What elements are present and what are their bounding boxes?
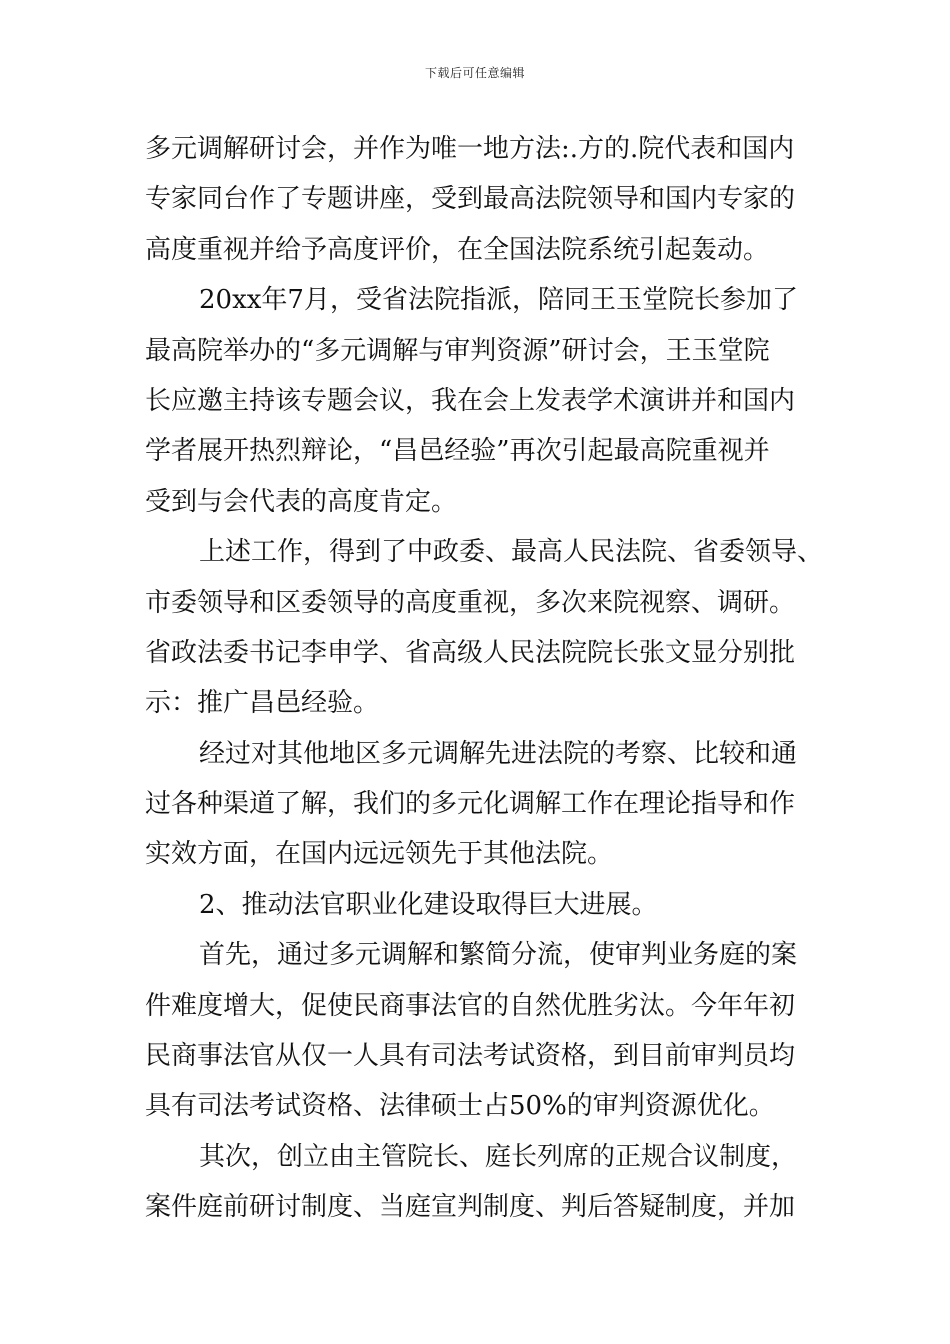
text-line: 经过对其他地区多元调解先进法院的考察、比较和通 (199, 738, 798, 769)
text-line: 件难度增大，促使民商事法官的自然优胜劣汰。今年年初 (145, 990, 796, 1021)
text-line: 学者展开热烈辩论，“昌邑经验”再次引起最高院重视并 (145, 436, 770, 467)
text-line: 民商事法官从仅一人具有司法考试资格，到目前审判员均 (145, 1041, 796, 1072)
page-header: 下载后可任意编辑 (424, 66, 525, 80)
text-line: 上述工作，得到了中政委、最高人民法院、省委领导、 (199, 537, 824, 568)
text-line: 具有司法考试资格、法律硕士占50%的审判资源优化。 (145, 1091, 775, 1122)
text-line: 最高院举办的“多元调解与审判资源”研讨会，王玉堂院 (145, 335, 770, 366)
text-line: 案件庭前研讨制度、当庭宣判制度、判后答疑制度，并加 (145, 1192, 796, 1223)
document-body (145, 124, 824, 1233)
text-line: 市委领导和区委领导的高度重视，多次来院视察、调研。 (145, 587, 796, 618)
text-line: 省政法委书记李申学、省高级人民法院院长张文显分别批 (145, 637, 796, 668)
text-line: 专家同台作了专题讲座，受到最高法院领导和国内专家的 (145, 184, 796, 215)
text-line: 高度重视并给予高度评价，在全国法院系统引起轰动。 (145, 234, 770, 265)
text-line: 过各种渠道了解，我们的多元化调解工作在理论指导和作 (145, 789, 796, 820)
text-line: 多元调解研讨会，并作为唯一地方法:.方的.院代表和国内 (145, 134, 795, 164)
text-line: 长应邀主持该专题会议，我在会上发表学术演讲并和国内 (145, 385, 796, 416)
text-line: 实效方面，在国内远远领先于其他法院。 (145, 839, 614, 870)
text-line: 2、推动法官职业化建设取得巨大进展。 (199, 889, 658, 920)
text-line: 首先，通过多元调解和繁简分流，使审判业务庭的案 (199, 940, 798, 971)
text-line: 其次，创立由主管院长、庭长列席的正规合议制度， (199, 1141, 798, 1172)
text-line: 20xx年7月，受省法院指派，陪同王玉堂院长参加了 (199, 285, 798, 316)
text-line: 受到与会代表的高度肯定。 (145, 486, 458, 517)
text-line: 示：推广昌邑经验。 (145, 688, 380, 719)
